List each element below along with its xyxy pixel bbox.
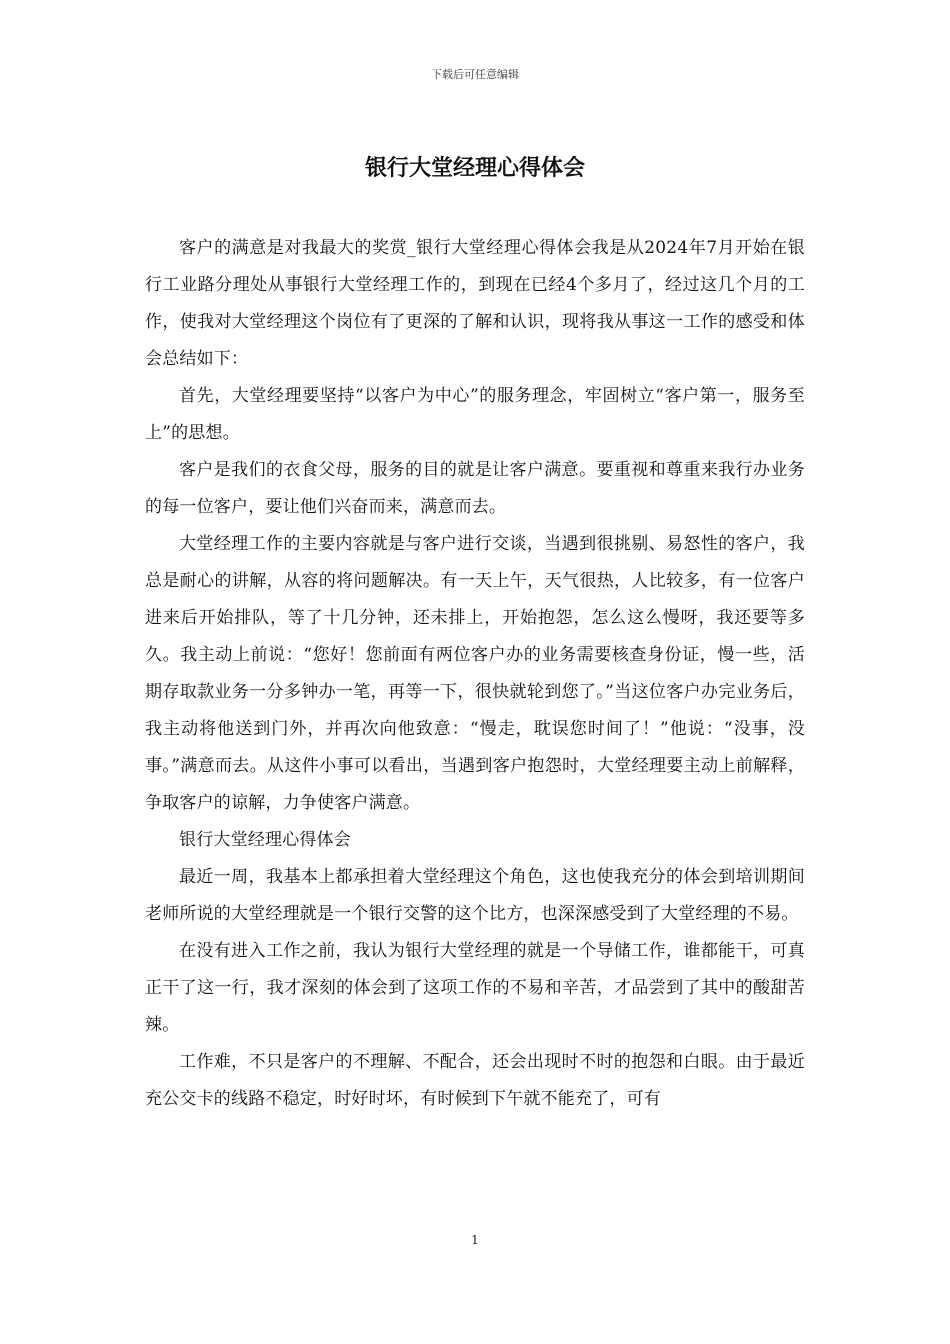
paragraph-customer-satisfaction: 客户是我们的衣食父母，服务的目的就是让客户满意。要重视和尊重来我行办业务的每一位客户，要让他们兴奋而来，满意而去。 [145, 460, 805, 517]
paragraph-service-concept: 首先，大堂经理要坚持“以客户为中心”的服务理念，牢固树立“客户第一，服务至上”的思想。 [145, 386, 805, 443]
section-subtitle: 银行大堂经理心得体会 [179, 830, 351, 850]
page-number: 1 [471, 1233, 479, 1247]
paragraph-recent-week: 最近一周，我基本上都承担着大堂经理这个角色，这也使我充分的体会到培训期间老师所说的大堂经理就是一个银行交警的这个比方，也深深感受到了大堂经理的不易。 [145, 867, 805, 924]
page-header: 下载后可任意编辑 [431, 68, 519, 81]
paragraph-customer-story: 大堂经理工作的主要内容就是与客户进行交谈，当遇到很挑剔、易怒性的客户，我总是耐心的讲解，从容的将问题解决。有一天上午，天气很热，人比较多，有一位客户进来后开始排队，等了十几分钟，还未排上，开始抱怨，怎么这么慢呀，我还要等多久。我主动上前说：“您好！您前面有两位客户办的业务需要核查身份证，慢一些，活期存取款业务一分多钟办一笔，再等一下，很快就轮到您了。”当这位客户办完业务后，我主动将他送到门外，并再次向他致意：“慢走，耽误您时间了！”他说：“没事，没事。”满意而去。从这件小事可以看出，当遇到客户抱怨时，大堂经理要主动上前解释，争取客户的谅解，力争使客户满意。 [145, 534, 805, 813]
document-title: 银行大堂经理心得体会 [364, 156, 585, 181]
document-body [145, 230, 805, 1118]
paragraph-work-difficulty: 工作难，不只是客户的不理解、不配合，还会出现时不时的抱怨和白眼。由于最近充公交卡的线路不稳定，时好时坏，有时候到下午就不能充了，可有 [145, 1052, 805, 1109]
paragraph-intro: 客户的满意是对我最大的奖赏_银行大堂经理心得体会我是从2024年7月开始在银行工业路分理处从事银行大堂经理工作的，到现在已经4个多月了，经过这几个月的工作，使我对大堂经理这个岗位有了更深的了解和认识，现将我从事这一工作的感受和体会总结如下： [145, 238, 805, 369]
paragraph-before-work: 在没有进入工作之前，我认为银行大堂经理的就是一个导储工作，谁都能干，可真正干了这一行，我才深刻的体会到了这项工作的不易和辛苦，才品尝到了其中的酸甜苦辣。 [145, 941, 805, 1035]
